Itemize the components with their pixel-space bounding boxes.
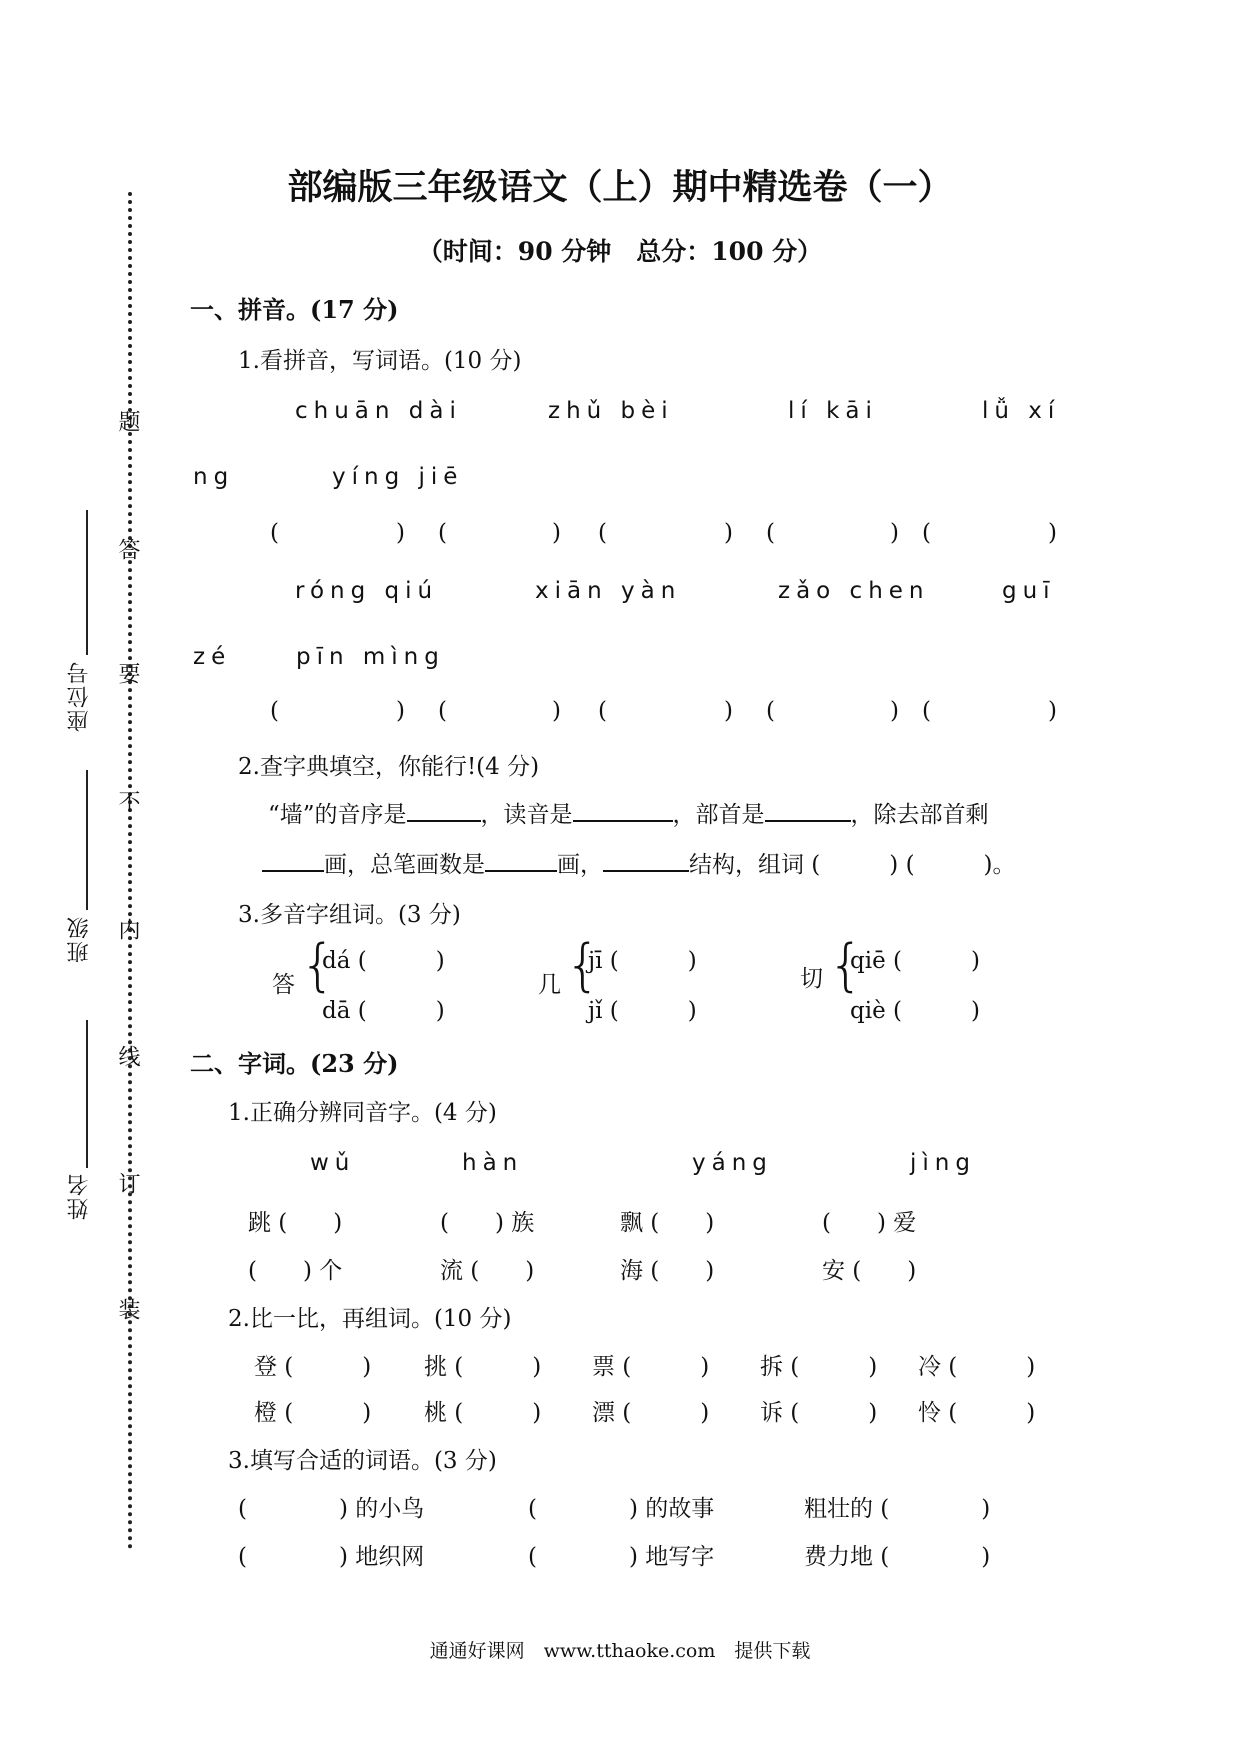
text: 结构，组词 ( ) ( )。: [689, 852, 1016, 878]
paren-close: ): [1048, 698, 1057, 724]
fill-phrase: 粗壮的 ( ): [804, 1496, 991, 1522]
pinyin-item: lǚ xí: [982, 398, 1061, 424]
pinyin-item: zhǔ bèi: [548, 398, 674, 424]
homophone-item: 安 ( ): [822, 1258, 917, 1284]
pinyin-item: ng: [193, 464, 235, 490]
homophone-item: ( ) 个: [248, 1258, 343, 1284]
section1-heading: 一、拼音。(17 分): [190, 295, 399, 324]
pinyin-item: zé: [193, 644, 232, 670]
homophone-item: 飘 ( ): [620, 1210, 715, 1236]
polyphone-reading: dá ( ): [322, 948, 445, 974]
paren-close: ): [890, 698, 899, 724]
fill-phrase: ( ) 的小鸟: [238, 1496, 425, 1522]
polyphone-char-da: 答: [272, 972, 295, 998]
seal-char-xian: 线: [115, 1045, 140, 1069]
compare-item: 挑 ( ): [424, 1354, 542, 1380]
brace-icon: {: [828, 933, 864, 998]
paren-close: ): [724, 520, 733, 546]
polyphone-reading: jī ( ): [588, 948, 697, 974]
fill-phrase: ( ) 地写字: [528, 1544, 715, 1570]
text: “墙”的音序是: [268, 802, 407, 828]
seal-char-ti: 题: [115, 410, 140, 434]
homophone-item: 跳 ( ): [248, 1210, 343, 1236]
blank-structure[interactable]: [603, 846, 689, 872]
class-label: 班级: [67, 915, 92, 963]
brace-icon: {: [565, 933, 601, 998]
s2-q1-label: 1.正确分辨同音字。(4 分): [228, 1100, 497, 1126]
polyphone-reading: qiē ( ): [850, 948, 980, 974]
footer-source: 通通好课网 www.tthaoke.com 提供下载: [429, 1640, 811, 1662]
seal-char-nei: 内: [115, 918, 140, 942]
homophone-item: 流 ( ): [440, 1258, 535, 1284]
compare-item: 漂 ( ): [592, 1400, 710, 1426]
polyphone-reading: qiè ( ): [850, 998, 980, 1024]
paren-open: (: [922, 698, 931, 724]
pinyin-item: hàn: [462, 1150, 524, 1176]
text: ，除去部首剩: [850, 802, 989, 828]
pinyin-item: jìng: [910, 1150, 976, 1176]
fill-phrase: ( ) 的故事: [528, 1496, 715, 1522]
text: 画，总笔画数是: [324, 852, 485, 878]
paren-open: (: [766, 698, 775, 724]
pinyin-item: yáng: [692, 1150, 773, 1176]
fill-phrase: ( ) 地织网: [238, 1544, 425, 1570]
s1-q2-label: 2.查字典填空，你能行!(4 分): [238, 754, 540, 780]
blank-yinxu[interactable]: [407, 796, 481, 822]
pinyin-item: chuān dài: [295, 398, 462, 424]
polyphone-char-ji: 几: [538, 972, 561, 998]
text: 画，: [557, 852, 603, 878]
homophone-item: ( ) 族: [440, 1210, 535, 1236]
compare-item: 冷 ( ): [918, 1354, 1036, 1380]
exam-title: 部编版三年级语文（上）期中精选卷（一）: [287, 167, 953, 208]
paren-open: (: [598, 520, 607, 546]
seal-char-bu: 不: [115, 790, 140, 814]
paren-close: ): [724, 698, 733, 724]
pinyin-item: lí kāi: [788, 398, 878, 424]
pinyin-item: róng qiú: [295, 578, 439, 604]
name-label: 姓名: [67, 1172, 92, 1220]
s2-q3-label: 3.填写合适的词语。(3 分): [228, 1448, 497, 1474]
dictionary-line-2: [262, 846, 1016, 879]
compare-item: 诉 ( ): [760, 1400, 878, 1426]
dictionary-line-1: [268, 796, 989, 829]
blank-remaining-strokes[interactable]: [262, 846, 324, 872]
paren-close: ): [552, 520, 561, 546]
blank-duyin[interactable]: [573, 796, 673, 822]
seal-char-da: 答: [115, 538, 140, 562]
paren-open: (: [438, 698, 447, 724]
paren-close: ): [552, 698, 561, 724]
exam-subtitle: （时间：90 分钟 总分：100 分）: [417, 237, 823, 266]
section2-heading: 二、字词。(23 分): [190, 1049, 399, 1078]
seat-number-line: [86, 510, 88, 655]
compare-item: 橙 ( ): [254, 1400, 372, 1426]
paren-close: ): [396, 698, 405, 724]
compare-item: 登 ( ): [254, 1354, 372, 1380]
paren-open: (: [766, 520, 775, 546]
pinyin-item: guī: [1002, 578, 1056, 604]
paren-open: (: [438, 520, 447, 546]
blank-bushou[interactable]: [765, 796, 851, 822]
fill-phrase: 费力地 ( ): [804, 1544, 991, 1570]
polyphone-reading: jǐ ( ): [588, 998, 697, 1024]
compare-item: 桃 ( ): [424, 1400, 542, 1426]
polyphone-char-qie: 切: [800, 966, 823, 992]
paren-close: ): [1048, 520, 1057, 546]
compare-item: 怜 ( ): [918, 1400, 1036, 1426]
paren-open: (: [922, 520, 931, 546]
paren-open: (: [270, 698, 279, 724]
pinyin-item: xiān yàn: [535, 578, 682, 604]
seal-char-yao: 要: [115, 662, 140, 686]
blank-total-strokes[interactable]: [485, 846, 557, 872]
paren-close: ): [396, 520, 405, 546]
polyphone-reading: dā ( ): [322, 998, 445, 1024]
compare-item: 拆 ( ): [760, 1354, 878, 1380]
s1-q1-label: 1.看拼音，写词语。(10 分): [238, 348, 522, 374]
seal-char-ding: 订: [115, 1172, 140, 1196]
s2-q2-label: 2.比一比，再组词。(10 分): [228, 1306, 512, 1332]
class-line: [86, 770, 88, 910]
paren-open: (: [270, 520, 279, 546]
pinyin-item: wǔ: [310, 1150, 356, 1176]
homophone-item: 海 ( ): [620, 1258, 715, 1284]
text: ，读音是: [480, 802, 573, 828]
homophone-item: ( ) 爱: [822, 1210, 917, 1236]
compare-item: 票 ( ): [592, 1354, 710, 1380]
text: ，部首是: [672, 802, 765, 828]
pinyin-item: yíng jiē: [332, 464, 464, 490]
s1-q3-label: 3.多音字组词。(3 分): [238, 902, 461, 928]
seat-number-label: 座位号: [67, 660, 92, 732]
pinyin-item: zǎo chen: [778, 578, 930, 604]
seal-char-zhuang: 装: [115, 1298, 140, 1322]
name-line: [86, 1020, 88, 1168]
binding-dotted-line: [128, 192, 132, 1550]
paren-close: ): [890, 520, 899, 546]
paren-open: (: [598, 698, 607, 724]
pinyin-item: pīn mìng: [296, 644, 445, 670]
brace-icon: {: [300, 933, 336, 998]
